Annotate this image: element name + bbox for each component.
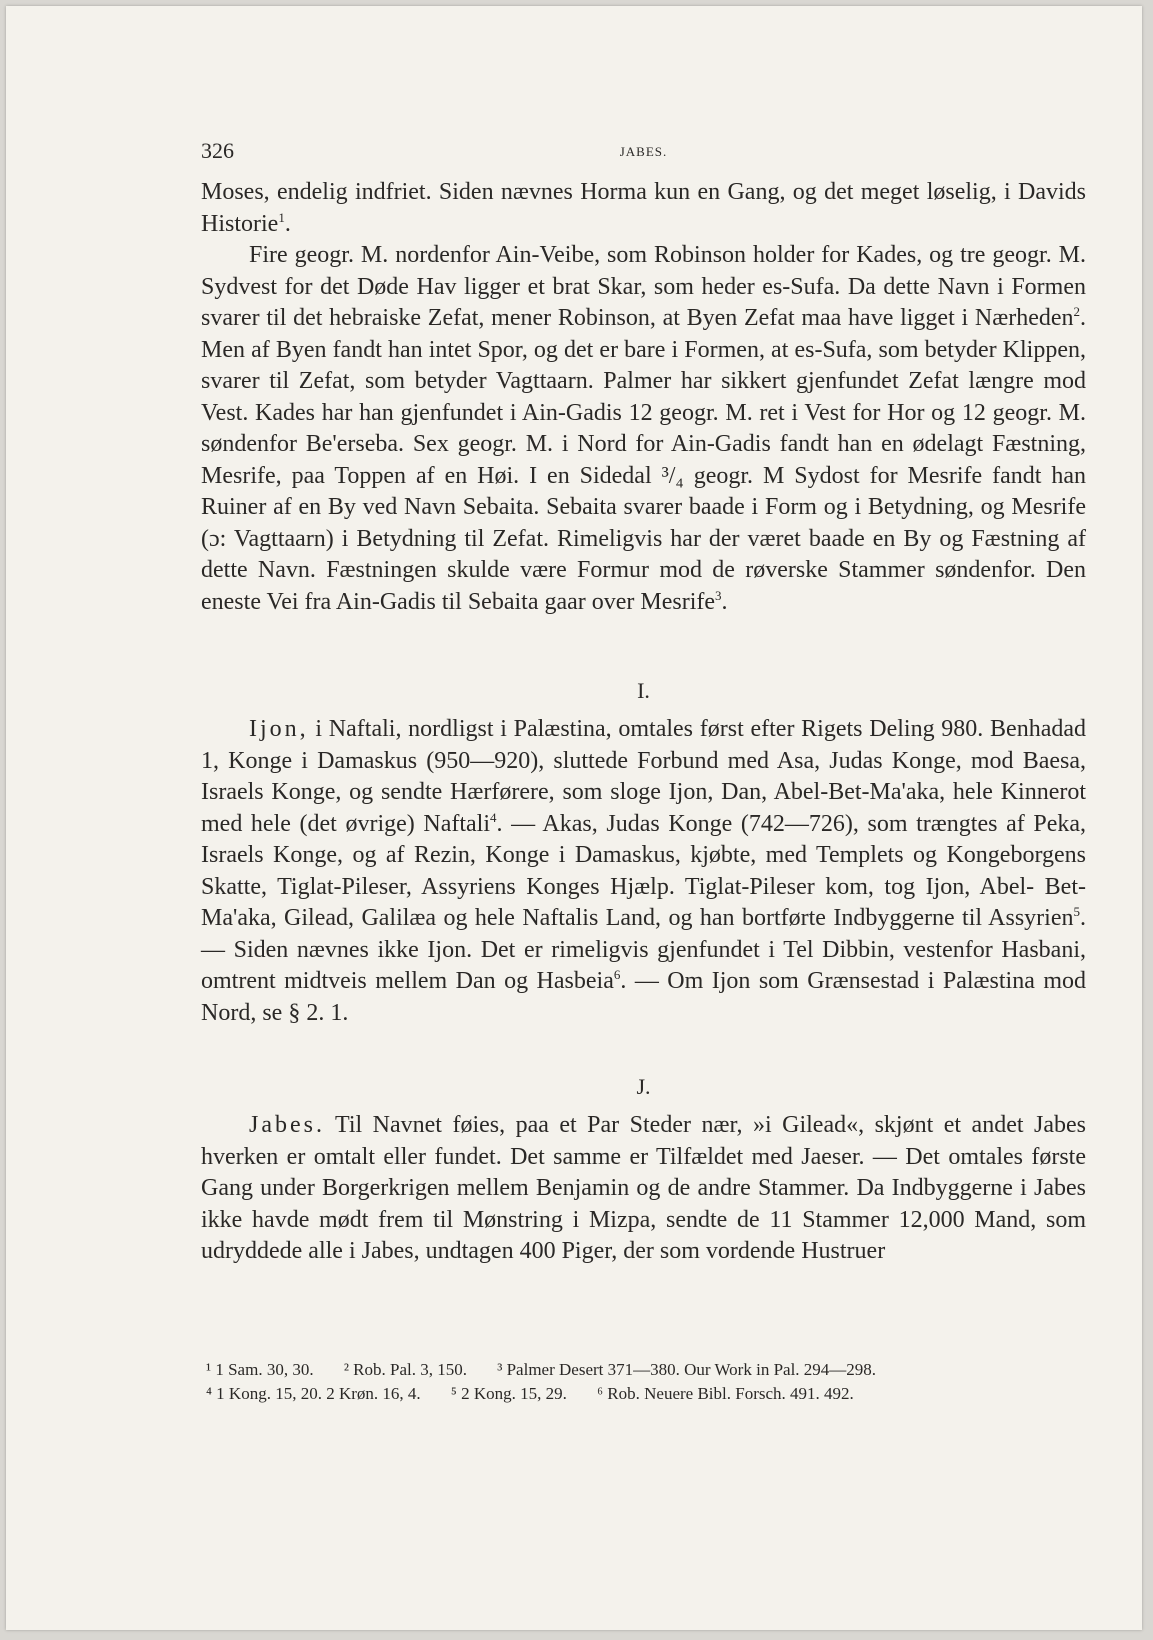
footnote-ref-6: 6 bbox=[613, 967, 621, 982]
footnote-3: ³ Palmer Desert 371—380. Our Work in Pal. 294—298. bbox=[497, 1360, 877, 1379]
paragraph-moses: Moses, endelig indfriet. Siden nævnes Horma kun en Gang, og det meget løselig, i Davids Historie$^1$. bbox=[201, 179, 1086, 237]
footnote-ref-4: 4 bbox=[490, 809, 497, 825]
running-head: JABES. bbox=[619, 144, 668, 159]
section-heading-i: I. bbox=[637, 678, 650, 703]
section-j-body bbox=[201, 1110, 1086, 1268]
footnote-4: ⁴ 1 Kong. 15, 20. 2 Krøn. 16, 4. bbox=[206, 1384, 421, 1403]
page-header bbox=[201, 138, 1086, 168]
page bbox=[6, 6, 1142, 1630]
keyword-jabes: Jabes. bbox=[249, 1112, 325, 1138]
footnote-ref-1: 1 bbox=[278, 209, 285, 225]
paragraph-ijon: Ijon, i Naftali, nordligst i Palæstina, omtales først efter Rigets Deling 980. Benhadad 1, Konge i Damaskus (950—920), sluttede Forbund med Asa, Judas Konge, mod Baesa, Israels Konge, og sendte Hærførere, som sloge Ijon, Dan, Abel-Bet-Ma'aka, hele Kinnerot med hele (det øvrige) Naftali$^4$. — Akas, Judas Konge (742—726), som trængtes af Peka, Israels Konge, og af Rezin, Konge i Damaskus, kjøbte, med Templets og Kongeborgens Skatte, Tiglat-Pileser, Assyriens Konges Hjælp. Tiglat-Pileser kom, tog Ijon, Abel- Bet-Ma'aka, Gilead, Galilæa og hele Naftalis Land, og han bortførte Indbyggerne til Assyrien$^5$. — Siden nævnes ikke Ijon. Det er rimeligvis gjenfundet i Tel Dibbin, vestenfor Hasbani, omtrent midtveis mellem Dan og Hasbeia$^6$. — Om Ijon som Grænsestad i Palæstina mod Nord, se § 2. 1. bbox=[201, 716, 1086, 1026]
page-number: 326 bbox=[201, 138, 234, 163]
footnote-2: ² Rob. Pal. 3, 150. bbox=[343, 1360, 467, 1379]
keyword-ijon: Ijon, bbox=[249, 716, 309, 742]
paragraph-fire: Fire geogr. M. nordenfor Ain-Veibe, som Robinson holder for Kades, og tre geogr. M. Sydvest for det Døde Hav ligger et brat Skar, som heder es-Sufa. Da dette Navn i Formen svarer til det hebraiske Zefat, mener Robinson, at Byen Zefat maa have ligget i Nærheden$^2$. Men af Byen fandt han intet Spor, og det er bare i Formen, at es-Sufa, som betyder Klippen, svarer til Zefat, som betyder Vagttaarn. Palmer har sikkert gjenfundet Zefat længre mod Vest. Kades har han gjenfundet i Ain-Gadis 12 geogr. M. ret i Vest for Hor og 12 geogr. M. søndenfor Be'erseba. Sex geogr. M. i Nord for Ain-Gadis fandt han en ødelagt Fæstning, Mesrife, paa Toppen af en Høi. I en Sidedal ³/₄ geogr. M Sydost for Mesrife fandt han Ruiner af en By ved Navn Sebaita. Sebaita svarer baade i Form og i Betydning, og Mesrife (ɔ: Vagttaarn) i Betydning til Zefat. Rimeligvis har der været baade en By og Fæstning af dette Navn. Fæstningen skulde være Formur mod de røverske Stammer søndenfor. Den eneste Vei fra Ain-Gadis til Sebaita gaar over Mesrife$^3$. bbox=[201, 242, 1086, 615]
footnote-5: ⁵ 2 Kong. 15, 29. bbox=[450, 1384, 567, 1403]
paragraph-jabes: Jabes. Til Navnet føies, paa et Par Steder nær, »i Gilead«, skjønt et andet Jabes hverken er omtalt eller fundet. Det samme er Tilfældet med Jaeser. — Det omtales første Gang under Borgerkrigen mellem Benjamin og de andre Stammer. Da Indbyggerne i Jabes ikke havde mødt frem til Mønstring i Mizpa, sendte de 11 Stammer 12,000 Mand, som udryddede alle i Jabes, undtagen 400 Piger, der som vordende Hustruer bbox=[201, 1112, 1086, 1264]
footnote-6: ⁶ Rob. Neuere Bibl. Forsch. 491. 492. bbox=[597, 1384, 854, 1403]
footnote-line-1 bbox=[206, 1358, 1086, 1382]
section-i-body bbox=[201, 714, 1086, 1029]
footnote-ref-2: 2 bbox=[1073, 304, 1080, 319]
body-text-top bbox=[201, 177, 1086, 618]
section-heading-j: J. bbox=[636, 1074, 651, 1099]
footnotes bbox=[206, 1358, 1086, 1406]
footnote-ref-3: 3 bbox=[715, 587, 722, 603]
footnote-ref-5: 5 bbox=[1073, 904, 1080, 919]
footnote-1: ¹ 1 Sam. 30, 30. bbox=[206, 1360, 314, 1379]
footnote-line-2 bbox=[206, 1382, 1086, 1406]
